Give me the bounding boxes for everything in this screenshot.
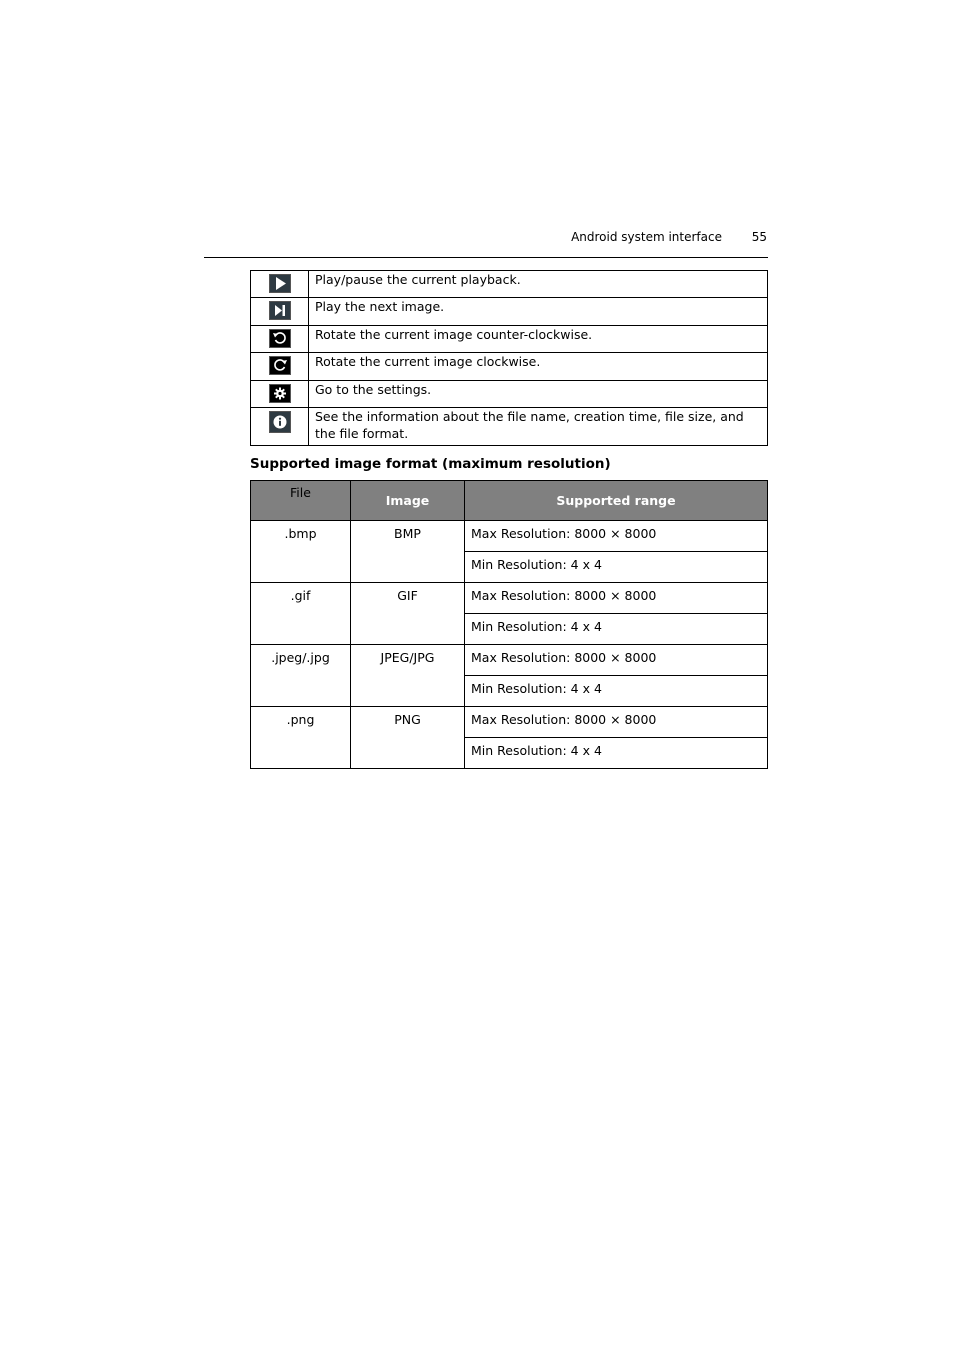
image-type-cell: JPEG/JPG xyxy=(351,645,465,707)
next-icon xyxy=(269,301,291,320)
table-row xyxy=(251,353,768,381)
controls-table xyxy=(250,270,768,446)
table-row xyxy=(251,271,768,298)
section-title: Android system interface xyxy=(571,230,722,244)
min-resolution-cell: Min Resolution: 4 x 4 xyxy=(465,614,768,645)
page-number: 55 xyxy=(751,230,767,244)
section-heading: Supported image format (maximum resolution) xyxy=(250,456,611,472)
image-type-cell: GIF xyxy=(351,583,465,645)
file-ext-cell: .bmp xyxy=(251,521,351,583)
max-resolution-cell: Max Resolution: 8000 × 8000 xyxy=(465,521,768,552)
file-ext-cell: .jpeg/.jpg xyxy=(251,645,351,707)
image-format-table xyxy=(250,480,768,769)
column-header-image: Image xyxy=(351,481,465,521)
control-description: See the information about the file name, creation time, file size, and the file format. xyxy=(309,408,768,446)
rotate-cw-icon xyxy=(269,356,291,375)
table-row xyxy=(251,645,768,676)
min-resolution-cell: Min Resolution: 4 x 4 xyxy=(465,552,768,583)
min-resolution-cell: Min Resolution: 4 x 4 xyxy=(465,676,768,707)
table-header-row xyxy=(251,481,768,521)
max-resolution-cell: Max Resolution: 8000 × 8000 xyxy=(465,707,768,738)
rotate-ccw-icon xyxy=(269,329,291,348)
page-header xyxy=(204,226,768,258)
control-description: Play/pause the current playback. xyxy=(309,271,768,298)
table-row xyxy=(251,408,768,446)
max-resolution-cell: Max Resolution: 8000 × 8000 xyxy=(465,583,768,614)
table-row xyxy=(251,707,768,738)
control-description: Rotate the current image clockwise. xyxy=(309,353,768,381)
image-type-cell: PNG xyxy=(351,707,465,769)
table-row xyxy=(251,521,768,552)
control-description: Play the next image. xyxy=(309,298,768,326)
table-row xyxy=(251,381,768,408)
table-row xyxy=(251,298,768,326)
column-header-range: Supported range xyxy=(465,481,768,521)
table-row xyxy=(251,583,768,614)
play-icon xyxy=(269,274,291,293)
min-resolution-cell: Min Resolution: 4 x 4 xyxy=(465,738,768,769)
image-type-cell: BMP xyxy=(351,521,465,583)
file-ext-cell: .png xyxy=(251,707,351,769)
info-icon xyxy=(269,411,291,433)
column-header-file: File xyxy=(251,481,351,521)
table-row xyxy=(251,326,768,353)
file-ext-cell: .gif xyxy=(251,583,351,645)
max-resolution-cell: Max Resolution: 8000 × 8000 xyxy=(465,645,768,676)
control-description: Go to the settings. xyxy=(309,381,768,408)
settings-icon xyxy=(269,384,291,403)
control-description: Rotate the current image counter-clockwise. xyxy=(309,326,768,353)
